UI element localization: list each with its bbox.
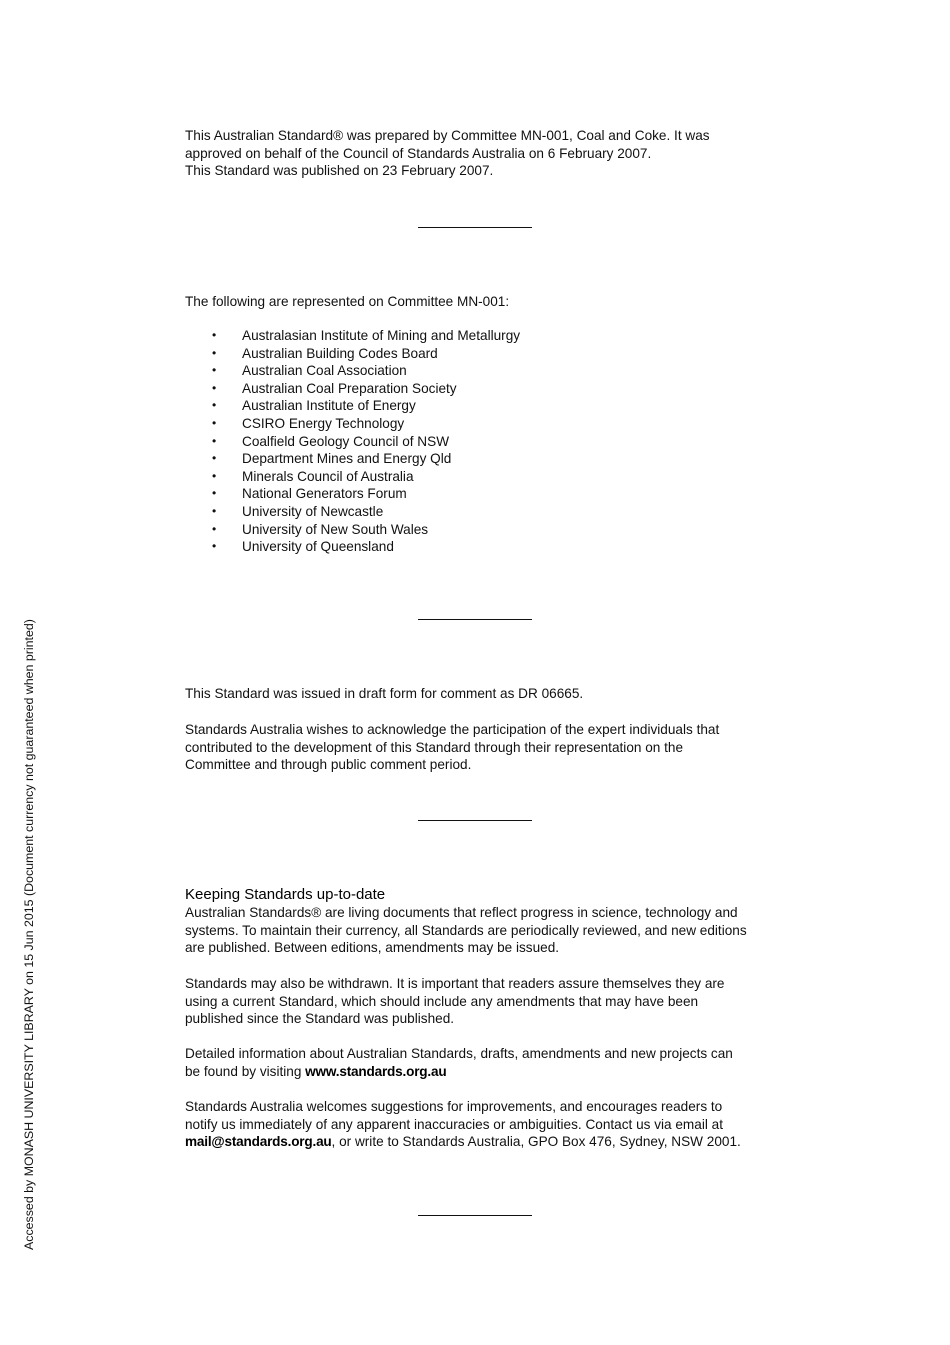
- member-name: University of Queensland: [242, 539, 394, 555]
- list-item: [185, 433, 520, 451]
- keeping-p1-line-3: are published. Between editions, amendments may be issued.: [185, 940, 560, 956]
- list-item: [185, 450, 520, 468]
- list-item: [185, 345, 520, 363]
- bullet-icon: •: [212, 521, 217, 536]
- bullet-icon: •: [212, 345, 217, 360]
- bullet-icon: •: [212, 363, 217, 378]
- committee-member-list: [185, 327, 520, 556]
- keeping-p2-line-1: Standards may also be withdrawn. It is important that readers assure themselves they are: [185, 976, 725, 991]
- member-name: Minerals Council of Australia: [242, 468, 414, 484]
- member-name: Australian Coal Preparation Society: [242, 380, 457, 396]
- keeping-standards-section: [185, 886, 775, 957]
- member-name: Australian Institute of Energy: [242, 398, 416, 414]
- list-item: [185, 397, 520, 415]
- list-item: [185, 380, 520, 398]
- member-name: Coalfield Geology Council of NSW: [242, 433, 450, 449]
- information-paragraph: [185, 1045, 775, 1080]
- keeping-p4-line-1: Standards Australia welcomes suggestions for improvements, and encourages readers to: [185, 1099, 723, 1114]
- draft-issued-text: This Standard was issued in draft form for comment as DR 06665.: [185, 686, 584, 701]
- list-item: [185, 521, 520, 539]
- committee-intro-text: The following are represented on Committee MN-001:: [185, 294, 510, 309]
- section-divider-3: [418, 820, 532, 821]
- list-item: [185, 468, 520, 486]
- member-name: CSIRO Energy Technology: [242, 415, 405, 431]
- keeping-p4-line-3: [185, 1133, 775, 1151]
- acknowledgement-paragraph: [185, 721, 775, 774]
- keeping-p3-line-1: Detailed information about Australian Standards, drafts, amendments and new projects can: [185, 1046, 733, 1061]
- keeping-p2-line-3: published since the Standard was published.: [185, 1011, 455, 1027]
- list-item: [185, 485, 520, 503]
- section-divider-4: [418, 1215, 532, 1216]
- bullet-icon: •: [212, 468, 217, 483]
- bullet-icon: •: [212, 433, 217, 448]
- bullet-icon: •: [212, 451, 217, 466]
- keeping-p1-line-2: systems. To maintain their currency, all Standards are periodically reviewed, and new editions: [185, 922, 747, 938]
- keeping-standards-heading: Keeping Standards up-to-date: [185, 886, 386, 903]
- bullet-icon: •: [212, 380, 217, 395]
- suggestions-paragraph: [185, 1098, 775, 1151]
- list-item: [185, 538, 520, 556]
- keeping-p3-prefix: be found by visiting: [185, 1063, 306, 1079]
- member-name: Australasian Institute of Mining and Metallurgy: [242, 328, 521, 343]
- bullet-icon: •: [212, 328, 217, 342]
- access-watermark-note: Accessed by MONASH UNIVERSITY LIBRARY on 15 Jun 2015 (Document currency not guaranteed when printed): [22, 619, 36, 1250]
- acknowledgement-line-1: Standards Australia wishes to acknowledge the participation of the expert individuals that: [185, 722, 720, 737]
- keeping-p3-line-2: [185, 1063, 775, 1081]
- keeping-p4-line-2: notify us immediately of any apparent inaccuracies or ambiguities. Contact us via email at: [185, 1116, 723, 1132]
- preparation-line-1: This Australian Standard® was prepared by Committee MN-001, Coal and Coke. It was: [185, 128, 710, 143]
- member-name: National Generators Forum: [242, 486, 407, 502]
- preparation-statement: [185, 127, 775, 180]
- standards-website-link[interactable]: www.standards.org.au: [305, 1063, 447, 1079]
- member-name: Department Mines and Energy Qld: [242, 451, 452, 467]
- keeping-p4-suffix: , or write to Standards Australia, GPO Box 476, Sydney, NSW 2001.: [331, 1134, 741, 1150]
- acknowledgement-line-3: Committee and through public comment period.: [185, 757, 472, 773]
- keeping-p1-line-1: Australian Standards® are living documents that reflect progress in science, technology and: [185, 905, 738, 920]
- bullet-icon: •: [212, 398, 217, 413]
- preparation-line-2: approved on behalf of the Council of Standards Australia on 6 February 2007.: [185, 145, 652, 161]
- keeping-p2-line-2: using a current Standard, which should include any amendments that may have been: [185, 993, 699, 1009]
- draft-statement: [185, 685, 775, 703]
- bullet-icon: •: [212, 415, 217, 430]
- member-name: Australian Building Codes Board: [242, 345, 438, 361]
- preparation-line-3: This Standard was published on 23 February 2007.: [185, 163, 494, 179]
- list-item: [185, 327, 520, 345]
- section-divider-1: [418, 227, 532, 228]
- member-name: Australian Coal Association: [242, 363, 407, 379]
- member-name: University of Newcastle: [242, 503, 384, 519]
- list-item: [185, 503, 520, 521]
- section-divider-2: [418, 619, 532, 620]
- bullet-icon: •: [212, 486, 217, 501]
- list-item: [185, 362, 520, 380]
- acknowledgement-line-2: contributed to the development of this Standard through their representation on the: [185, 739, 684, 755]
- list-item: [185, 415, 520, 433]
- member-name: University of New South Wales: [242, 521, 429, 537]
- withdrawn-paragraph: [185, 975, 775, 1028]
- contact-email-link[interactable]: mail@standards.org.au: [185, 1134, 332, 1150]
- bullet-icon: •: [212, 539, 217, 554]
- bullet-icon: •: [212, 503, 217, 518]
- committee-intro: [185, 293, 775, 311]
